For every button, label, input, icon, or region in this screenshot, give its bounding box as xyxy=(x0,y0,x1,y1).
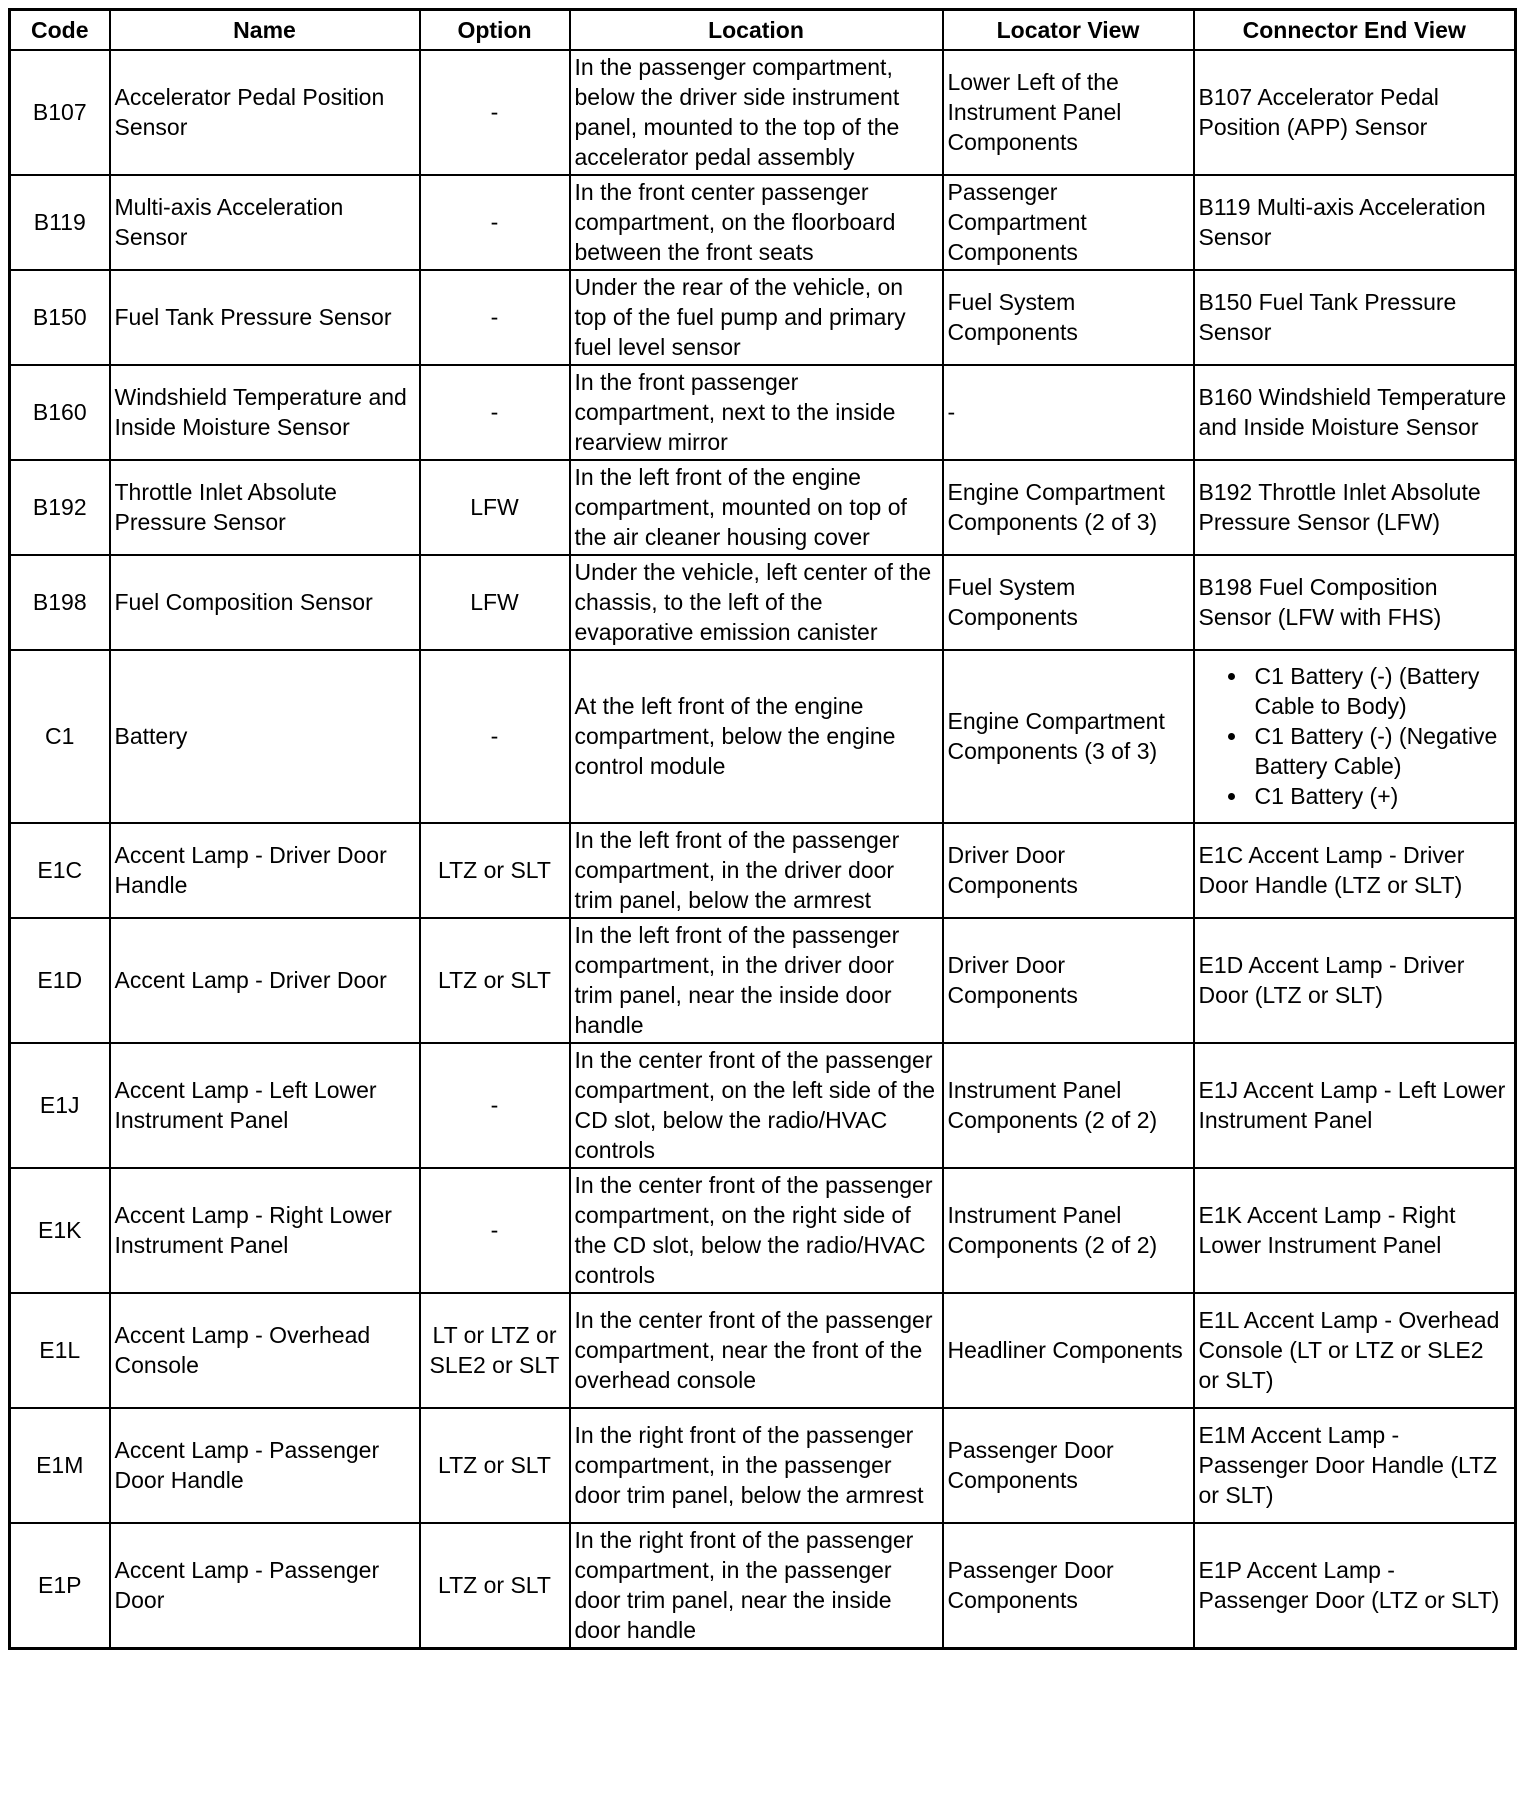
cell-code: E1C xyxy=(10,823,110,918)
cell-connector-end-view xyxy=(1194,650,1516,823)
cell-name: Windshield Temperature and Inside Moisture Sensor xyxy=(110,365,420,460)
cell-option: - xyxy=(420,50,570,175)
header-name: Name xyxy=(110,10,420,51)
cell-name: Battery xyxy=(110,650,420,823)
cell-code: E1D xyxy=(10,918,110,1043)
connector-text: E1L Accent Lamp - Overhead Console (LT or LTZ or SLE2 or SLT) xyxy=(1198,1307,1500,1393)
connector-text: E1P Accent Lamp - Passenger Door (LTZ or SLT) xyxy=(1198,1557,1500,1613)
cell-location: At the left front of the engine compartment, below the engine control module xyxy=(570,650,943,823)
cell-location: In the center front of the passenger compartment, on the left side of the CD slot, below the radio/HVAC controls xyxy=(570,1043,943,1168)
cell-name: Accent Lamp - Overhead Console xyxy=(110,1293,420,1408)
cell-connector-end-view xyxy=(1194,918,1516,1043)
cell-connector-end-view xyxy=(1194,555,1516,650)
cell-locator-view: - xyxy=(943,365,1194,460)
table-row xyxy=(10,460,1516,555)
cell-code: E1J xyxy=(10,1043,110,1168)
cell-location: In the center front of the passenger compartment, on the right side of the CD slot, below the radio/HVAC controls xyxy=(570,1168,943,1293)
connector-text: E1M Accent Lamp - Passenger Door Handle (LTZ or SLT) xyxy=(1198,1422,1498,1508)
connector-list xyxy=(1199,661,1511,811)
connector-text: B160 Windshield Temperature and Inside Moisture Sensor xyxy=(1198,384,1507,440)
cell-option: LTZ or SLT xyxy=(420,1408,570,1523)
cell-location: In the left front of the engine compartment, mounted on top of the air cleaner housing cover xyxy=(570,460,943,555)
cell-name: Accent Lamp - Driver Door xyxy=(110,918,420,1043)
table-row xyxy=(10,555,1516,650)
cell-locator-view: Instrument Panel Components (2 of 2) xyxy=(943,1043,1194,1168)
cell-location: In the left front of the passenger compartment, in the driver door trim panel, below the armrest xyxy=(570,823,943,918)
table-row xyxy=(10,175,1516,270)
cell-location: In the left front of the passenger compartment, in the driver door trim panel, near the inside door handle xyxy=(570,918,943,1043)
cell-locator-view: Headliner Components xyxy=(943,1293,1194,1408)
cell-connector-end-view xyxy=(1194,1408,1516,1523)
cell-location: Under the vehicle, left center of the chassis, to the left of the evaporative emission canister xyxy=(570,555,943,650)
connector-text: B107 Accelerator Pedal Position (APP) Sensor xyxy=(1198,84,1439,140)
cell-code: B198 xyxy=(10,555,110,650)
cell-option: LTZ or SLT xyxy=(420,918,570,1043)
cell-option: - xyxy=(420,270,570,365)
cell-option: - xyxy=(420,650,570,823)
cell-connector-end-view xyxy=(1194,50,1516,175)
cell-connector-end-view xyxy=(1194,1043,1516,1168)
cell-name: Throttle Inlet Absolute Pressure Sensor xyxy=(110,460,420,555)
header-connector-end-view: Connector End View xyxy=(1194,10,1516,51)
table-row xyxy=(10,1043,1516,1168)
cell-name: Accent Lamp - Driver Door Handle xyxy=(110,823,420,918)
cell-code: C1 xyxy=(10,650,110,823)
table-row xyxy=(10,1523,1516,1649)
cell-locator-view: Fuel System Components xyxy=(943,270,1194,365)
cell-name: Accent Lamp - Passenger Door Handle xyxy=(110,1408,420,1523)
cell-locator-view: Driver Door Components xyxy=(943,823,1194,918)
cell-connector-end-view xyxy=(1194,1293,1516,1408)
cell-location: Under the rear of the vehicle, on top of the fuel pump and primary fuel level sensor xyxy=(570,270,943,365)
cell-option: LT or LTZ or SLE2 or SLT xyxy=(420,1293,570,1408)
connector-text: E1K Accent Lamp - Right Lower Instrument Panel xyxy=(1198,1202,1456,1258)
connector-list-item: • C1 Battery (-) (Battery Cable to Body) xyxy=(1249,661,1511,721)
cell-connector-end-view xyxy=(1194,270,1516,365)
cell-option: - xyxy=(420,1168,570,1293)
cell-code: E1K xyxy=(10,1168,110,1293)
table-row xyxy=(10,365,1516,460)
cell-locator-view: Fuel System Components xyxy=(943,555,1194,650)
cell-code: E1M xyxy=(10,1408,110,1523)
connector-text: B150 Fuel Tank Pressure Sensor xyxy=(1198,289,1457,345)
cell-code: B150 xyxy=(10,270,110,365)
cell-option: - xyxy=(420,1043,570,1168)
cell-code: E1P xyxy=(10,1523,110,1649)
cell-location: In the passenger compartment, below the driver side instrument panel, mounted to the top of the accelerator pedal assembly xyxy=(570,50,943,175)
header-row xyxy=(10,10,1516,51)
cell-location: In the front center passenger compartment, on the floorboard between the front seats xyxy=(570,175,943,270)
cell-code: B160 xyxy=(10,365,110,460)
cell-location: In the center front of the passenger compartment, near the front of the overhead console xyxy=(570,1293,943,1408)
cell-name: Accent Lamp - Passenger Door xyxy=(110,1523,420,1649)
component-locator-table xyxy=(8,8,1517,1650)
connector-list-item: • C1 Battery (+) xyxy=(1249,781,1511,811)
table-row xyxy=(10,270,1516,365)
header-option: Option xyxy=(420,10,570,51)
table-row xyxy=(10,918,1516,1043)
cell-name: Accelerator Pedal Position Sensor xyxy=(110,50,420,175)
cell-code: B119 xyxy=(10,175,110,270)
cell-option: - xyxy=(420,365,570,460)
cell-option: LTZ or SLT xyxy=(420,823,570,918)
cell-option: - xyxy=(420,175,570,270)
table-row xyxy=(10,650,1516,823)
table-row xyxy=(10,50,1516,175)
cell-locator-view: Passenger Compartment Components xyxy=(943,175,1194,270)
cell-locator-view: Passenger Door Components xyxy=(943,1523,1194,1649)
cell-code: B192 xyxy=(10,460,110,555)
header-locator-view: Locator View xyxy=(943,10,1194,51)
cell-connector-end-view xyxy=(1194,460,1516,555)
header-code: Code xyxy=(10,10,110,51)
cell-option: LTZ or SLT xyxy=(420,1523,570,1649)
cell-option: LFW xyxy=(420,555,570,650)
cell-location: In the right front of the passenger compartment, in the passenger door trim panel, near the inside door handle xyxy=(570,1523,943,1649)
cell-code: E1L xyxy=(10,1293,110,1408)
connector-text: E1D Accent Lamp - Driver Door (LTZ or SLT) xyxy=(1198,952,1465,1008)
table-row xyxy=(10,1168,1516,1293)
cell-locator-view: Engine Compartment Components (3 of 3) xyxy=(943,650,1194,823)
cell-name: Multi-axis Acceleration Sensor xyxy=(110,175,420,270)
connector-list-item: • C1 Battery (-) (Negative Battery Cable) xyxy=(1249,721,1511,781)
cell-connector-end-view xyxy=(1194,1523,1516,1649)
cell-option: LFW xyxy=(420,460,570,555)
cell-connector-end-view xyxy=(1194,823,1516,918)
cell-name: Fuel Tank Pressure Sensor xyxy=(110,270,420,365)
component-locator-table-container xyxy=(8,8,1514,1650)
cell-connector-end-view xyxy=(1194,1168,1516,1293)
cell-locator-view: Passenger Door Components xyxy=(943,1408,1194,1523)
table-row xyxy=(10,1293,1516,1408)
cell-locator-view: Driver Door Components xyxy=(943,918,1194,1043)
cell-name: Accent Lamp - Left Lower Instrument Panel xyxy=(110,1043,420,1168)
cell-name: Fuel Composition Sensor xyxy=(110,555,420,650)
table-row xyxy=(10,823,1516,918)
cell-locator-view: Instrument Panel Components (2 of 2) xyxy=(943,1168,1194,1293)
header-location: Location xyxy=(570,10,943,51)
connector-text: B192 Throttle Inlet Absolute Pressure Sensor (LFW) xyxy=(1198,479,1481,535)
connector-text: E1C Accent Lamp - Driver Door Handle (LTZ or SLT) xyxy=(1198,842,1465,898)
table-row xyxy=(10,1408,1516,1523)
connector-text: B198 Fuel Composition Sensor (LFW with FHS) xyxy=(1198,574,1442,630)
cell-name: Accent Lamp - Right Lower Instrument Panel xyxy=(110,1168,420,1293)
cell-location: In the front passenger compartment, next to the inside rearview mirror xyxy=(570,365,943,460)
cell-locator-view: Lower Left of the Instrument Panel Components xyxy=(943,50,1194,175)
cell-connector-end-view xyxy=(1194,175,1516,270)
cell-location: In the right front of the passenger compartment, in the passenger door trim panel, below the armrest xyxy=(570,1408,943,1523)
connector-text: B119 Multi-axis Acceleration Sensor xyxy=(1198,194,1486,250)
cell-locator-view: Engine Compartment Components (2 of 3) xyxy=(943,460,1194,555)
cell-code: B107 xyxy=(10,50,110,175)
connector-text: E1J Accent Lamp - Left Lower Instrument Panel xyxy=(1198,1077,1506,1133)
cell-connector-end-view xyxy=(1194,365,1516,460)
